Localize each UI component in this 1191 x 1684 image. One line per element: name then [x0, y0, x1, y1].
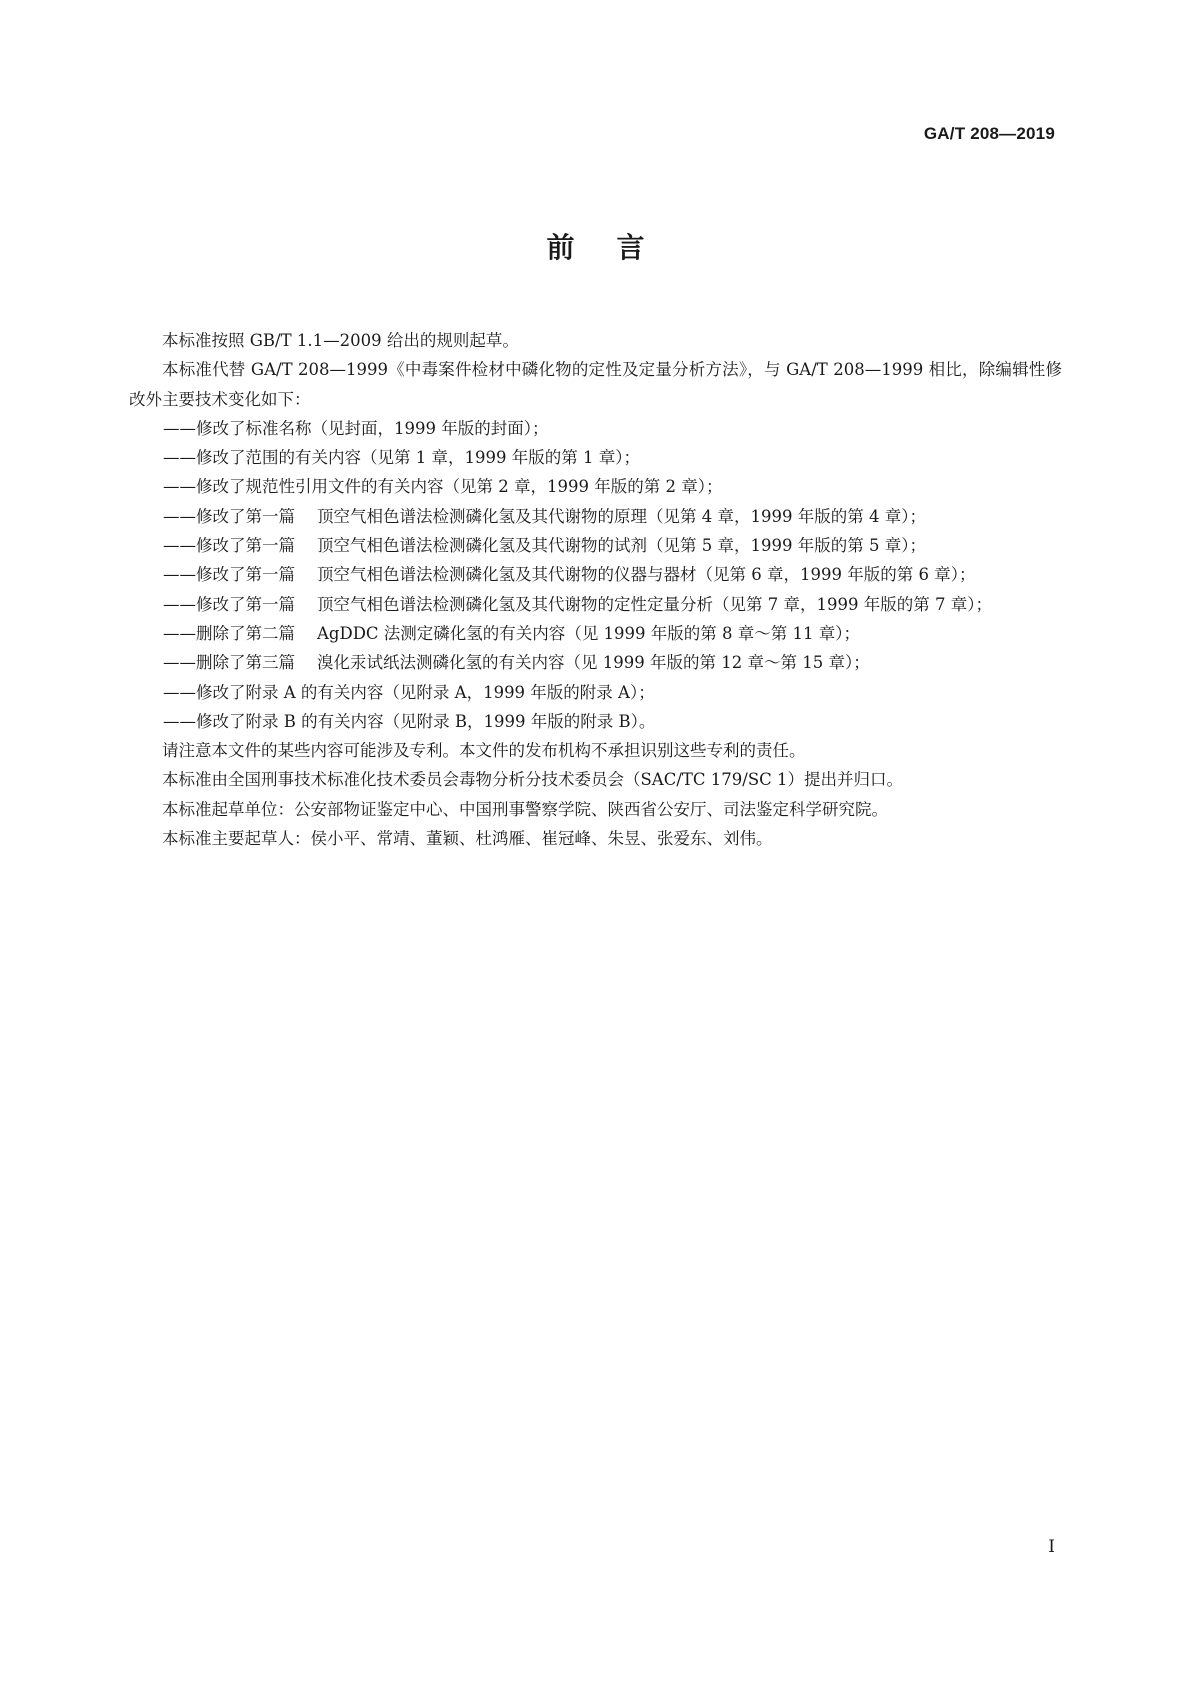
- change-item: ——修改了第一篇 顶空气相色谱法检测磷化氢及其代谢物的原理（见第 4 章，1999 年版的第 4 章）；: [163, 506, 926, 526]
- change-item: ——删除了第三篇 溴化汞试纸法测磷化氢的有关内容（见 1999 年版的第 12 章～第 15 章）；: [163, 653, 870, 673]
- paragraph-drafters: 本标准主要起草人：侯小平、常靖、董颖、杜鸿雁、崔冠峰、朱昱、张爱东、刘伟。: [162, 829, 773, 849]
- change-item: ——修改了规范性引用文件的有关内容（见第 2 章，1999 年版的第 2 章）；: [163, 477, 723, 497]
- paragraph-drafting-units: 本标准起草单位：公安部物证鉴定中心、中国刑事警察学院、陕西省公安厅、司法鉴定科学研究院。: [162, 799, 888, 819]
- standard-code: GA/T 208—2019: [923, 124, 1055, 143]
- change-item: ——修改了第一篇 顶空气相色谱法检测磷化氢及其代谢物的定性定量分析（见第 7 章，1999 年版的第 7 章）；: [163, 594, 992, 614]
- change-item: ——修改了范围的有关内容（见第 1 章，1999 年版的第 1 章）；: [163, 448, 640, 468]
- paragraph-replacement: 本标准代替 GA/T 208—1999《中毒案件检材中磷化物的定性及定量分析方法》，与 GA/T 208—1999 相比，除编辑性修改外主要技术变化如下：: [129, 360, 1062, 409]
- paragraph-drafting-rules: 本标准按照 GB/T 1.1—2009 给出的规则起草。: [162, 331, 519, 350]
- changes-list: [129, 414, 1062, 736]
- change-item: ——删除了第二篇 AgDDC 法测定磷化氢的有关内容（见 1999 年版的第 8 章～第 11 章）；: [163, 623, 861, 643]
- paragraph-proposer: 本标准由全国刑事技术标准化技术委员会毒物分析分技术委员会（SAC/TC 179/SC 1）提出并归口。: [162, 770, 904, 790]
- change-item: ——修改了第一篇 顶空气相色谱法检测磷化氢及其代谢物的试剂（见第 5 章，1999 年版的第 5 章）；: [163, 536, 926, 556]
- change-item: ——修改了附录 A 的有关内容（见附录 A，1999 年版的附录 A）；: [163, 682, 655, 702]
- page-number: I: [1048, 1537, 1055, 1557]
- change-item: ——修改了标准名称（见封面，1999 年版的封面）；: [163, 418, 549, 438]
- foreword-body: [129, 326, 1062, 853]
- change-item: ——修改了第一篇 顶空气相色谱法检测磷化氢及其代谢物的仪器与器材（见第 6 章，1999 年版的第 6 章）；: [163, 565, 976, 585]
- page-title: 前言: [546, 231, 687, 264]
- paragraph-patent-notice: 请注意本文件的某些内容可能涉及专利。本文件的发布机构不承担识别这些专利的责任。: [162, 741, 806, 761]
- change-item: ——修改了附录 B 的有关内容（见附录 B，1999 年版的附录 B）。: [163, 711, 656, 731]
